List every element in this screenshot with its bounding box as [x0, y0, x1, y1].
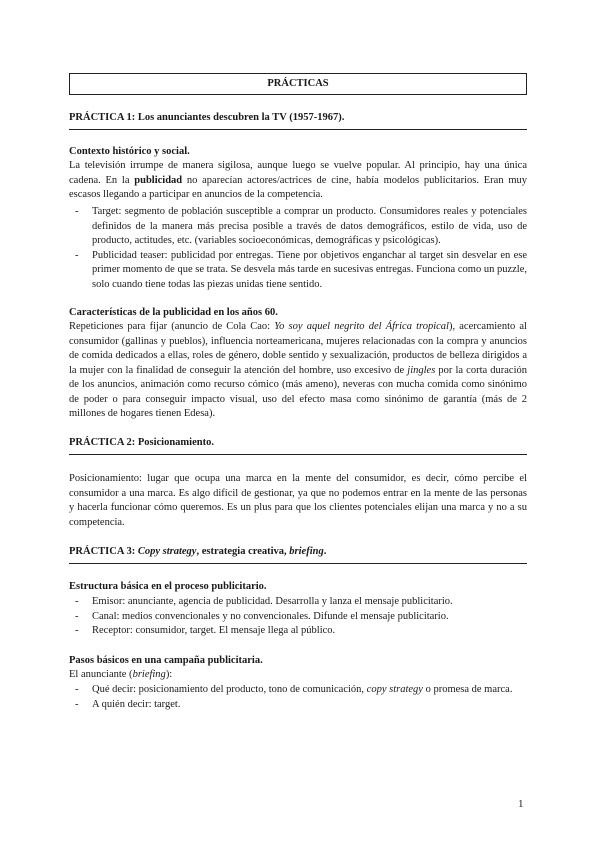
page-title: PRÁCTICAS — [69, 73, 527, 95]
page-number: 1 — [518, 798, 524, 810]
list-item-que-decir — [69, 683, 527, 698]
structure-list — [69, 595, 527, 639]
step1-text-b: o promesa de marca. — [422, 684, 513, 695]
list-item-a-quien-decir: - A quién decir: target. — [69, 698, 527, 713]
p3-heading-b: , estrategia creativa, — [196, 546, 290, 557]
chars-italic-slogan: Yo soy aquel negrito del África tropical — [274, 321, 449, 332]
chars-italic-jingles: jingles — [407, 364, 436, 376]
list-item-emisor: - Emisor: anunciante, agencia de publicidad. Desarrolla y lanza el mensaje publicitario. — [69, 595, 527, 610]
steps-intro-briefing: briefing — [132, 669, 166, 680]
practice-3-heading — [69, 546, 527, 564]
list-item-receptor: - Receptor: consumidor, target. El mensaje llega al público. — [69, 624, 527, 639]
chars-text-a: Repeticiones para fijar (anuncio de Cola Cao: — [69, 321, 275, 332]
p3-heading-copy-strategy: Copy strategy — [137, 546, 197, 557]
steps-intro-a: El anunciante ( — [69, 669, 133, 680]
list-item-teaser: - Publicidad teaser: publicidad por entregas. Tiene por objetivos enganchar al target sin desvelar en ese primer momento de que se trata. Se desvela más tarde en sucesivas entregas. Funciona como un puzzle, solo cuando tiene todas las piezas unidas tiene sentido. — [69, 249, 527, 293]
context-paragraph — [69, 159, 527, 203]
step1-copy-strategy: copy strategy — [366, 684, 423, 695]
chars-text-b: ), acercamiento al consumidor (gallinas y pueblos), influencia norteamericana, mujeres relacionadas con la compra y anuncios de comida dedicados a ellas, roles de género, doble sentido y sexualización, productos de belleza dirigidos a la mujer con la finalidad de conseguir la atención del hombre, uso excesivo de — [69, 321, 527, 376]
steps-heading: Pasos básicos en una campaña publicitaria. — [69, 655, 263, 666]
p3-heading-c: . — [323, 546, 327, 557]
steps-intro-b: ): — [165, 669, 173, 680]
chars-text-c: por la corta duración de los anuncios, animación como recurso cómico (más ameno), neveras con mucha comida como sinónimo de poder o para conseguir impacto visual, uso del efecto masa como sinónimo de garantía (más de 2 millones de hogares tienen Edesa). — [69, 364, 528, 419]
practice-2-heading: PRÁCTICA 2: Posicionamiento. — [69, 437, 527, 455]
practice-1-heading: PRÁCTICA 1: Los anunciantes descubren la TV (1957-1967). — [69, 112, 527, 130]
characteristics-heading: Características de la publicidad en los años 60. — [69, 307, 278, 318]
p3-heading-briefing: briefing — [289, 546, 324, 557]
p3-heading-a: PRÁCTICA 3: — [69, 546, 138, 557]
positioning-paragraph: Posicionamiento: lugar que ocupa una marca en la mente del consumidor, es decir, cómo percibe el consumidor a una marca. Es algo difícil de gestionar, ya que no podemos entrar en la mente de las personas y hacerla funcionar cómo queremos. Es un plus para que los clientes potenciales elijan una marca y no a su competencia. — [69, 473, 527, 528]
context-text-a: La televisión irrumpe de manera sigilosa, aunque luego se vuelve popular. Al principio, hay una única cadena. En la — [69, 160, 527, 186]
context-text-b: no aparecían actores/actrices de cine, había modelos publicitarios. Eran muy escasos llegando a participar en anuncios de la competencia. — [69, 174, 527, 200]
structure-heading: Estructura básica en el proceso publicitario. — [69, 581, 267, 592]
steps-list — [69, 683, 527, 712]
list-item-canal: - Canal: medios convencionales y no convencionales. Difunde el mensaje publicitario. — [69, 610, 527, 625]
steps-intro — [69, 668, 527, 683]
characteristics-paragraph — [69, 320, 527, 422]
concepts-list — [69, 205, 527, 292]
context-heading: Contexto histórico y social. — [69, 146, 190, 157]
step1-text-a: Qué decir: posicionamiento del producto, tono de comunicación, — [92, 684, 367, 695]
list-item-target: - Target: segmento de población susceptible a comprar un producto. Consumidores reales y potenciales definidos de la manera más precisa posible a través de datos demográficos, estilo de vida, uso de producto, actitudes, etc. (variables socioeconómicas, demográficas y psicológicas). — [69, 205, 527, 249]
context-bold-word: publicidad — [134, 174, 183, 186]
